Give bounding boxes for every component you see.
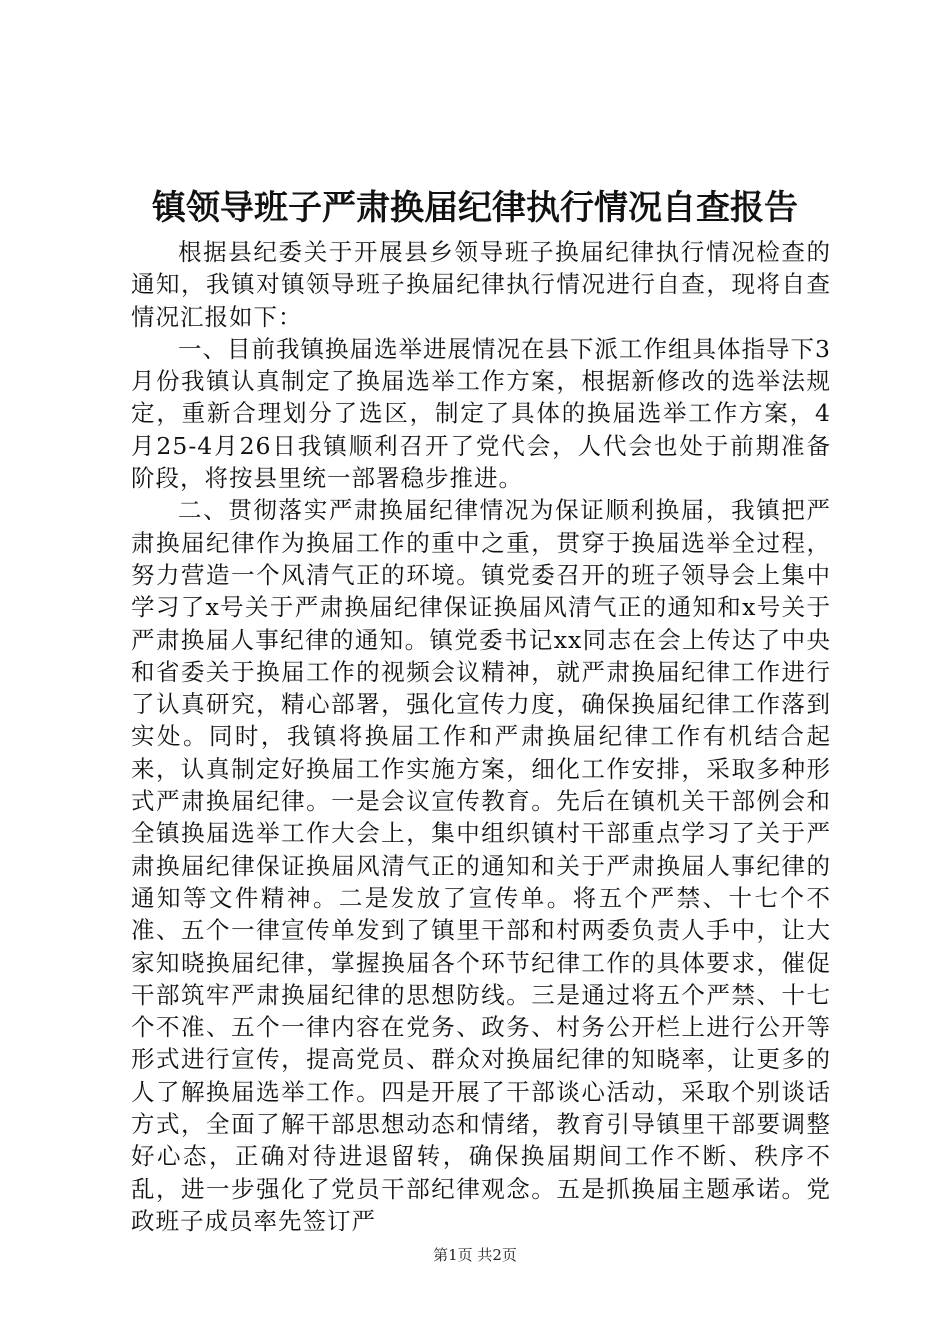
- paragraph-section-one: 一、目前我镇换届选举进展情况在县下派工作组具体指导下3月份我镇认真制定了换届选举工作方案，根据新修改的选举法规定，重新合理划分了选区，制定了具体的换届选举工作方案，4月25-4月26日我镇顺利召开了党代会，人代会也处于前期准备阶段，将按县里统一部署稳步推进。: [131, 334, 831, 493]
- page-number-footer: 第1页 共2页: [433, 1246, 517, 1264]
- document-title: 镇领导班子严肃换届纪律执行情况自查报告: [152, 188, 798, 228]
- document-body: [131, 236, 831, 1237]
- paragraph-section-two: 二、贯彻落实严肃换届纪律情况为保证顺利换届，我镇把严肃换届纪律作为换届工作的重中之重，贯穿于换届选举全过程，努力营造一个风清气正的环境。镇党委召开的班子领导会上集中学习了x号关于严肃换届纪律保证换届风清气正的通知和x号关于严肃换届人事纪律的通知。镇党委书记xx同志在会上传达了中央和省委关于换届工作的视频会议精神，就严肃换届纪律工作进行了认真研究，精心部署，强化宣传力度，确保换届纪律工作落到实处。同时，我镇将换届工作和严肃换届纪律工作有机结合起来，认真制定好换届工作实施方案，细化工作安排，采取多种形式严肃换届纪律。一是会议宣传教育。先后在镇机关干部例会和全镇换届选举工作大会上，集中组织镇村干部重点学习了关于严肃换届纪律保证换届风清气正的通知和关于严肃换届人事纪律的通知等文件精神。二是发放了宣传单。将五个严禁、十七个不准、五个一律宣传单发到了镇里干部和村两委负责人手中，让大家知晓换届纪律，掌握换届各个环节纪律工作的具体要求，催促干部筑牢严肃换届纪律的思想防线。三是通过将五个严禁、十七个不准、五个一律内容在党务、政务、村务公开栏上进行公开等形式进行宣传，提高党员、群众对换届纪律的知晓率，让更多的人了解换届选举工作。四是开展了干部谈心活动，采取个别谈话方式，全面了解干部思想动态和情绪，教育引导镇里干部要调整好心态，正确对待进退留转，确保换届期间工作不断、秩序不乱，进一步强化了党员干部纪律观念。五是抓换届主题承诺。党政班子成员率先签订严: [131, 496, 831, 1235]
- paragraph-intro: 根据县纪委关于开展县乡领导班子换届纪律执行情况检查的通知，我镇对镇领导班子换届纪律执行情况进行自查，现将自查情况汇报如下：: [131, 238, 831, 331]
